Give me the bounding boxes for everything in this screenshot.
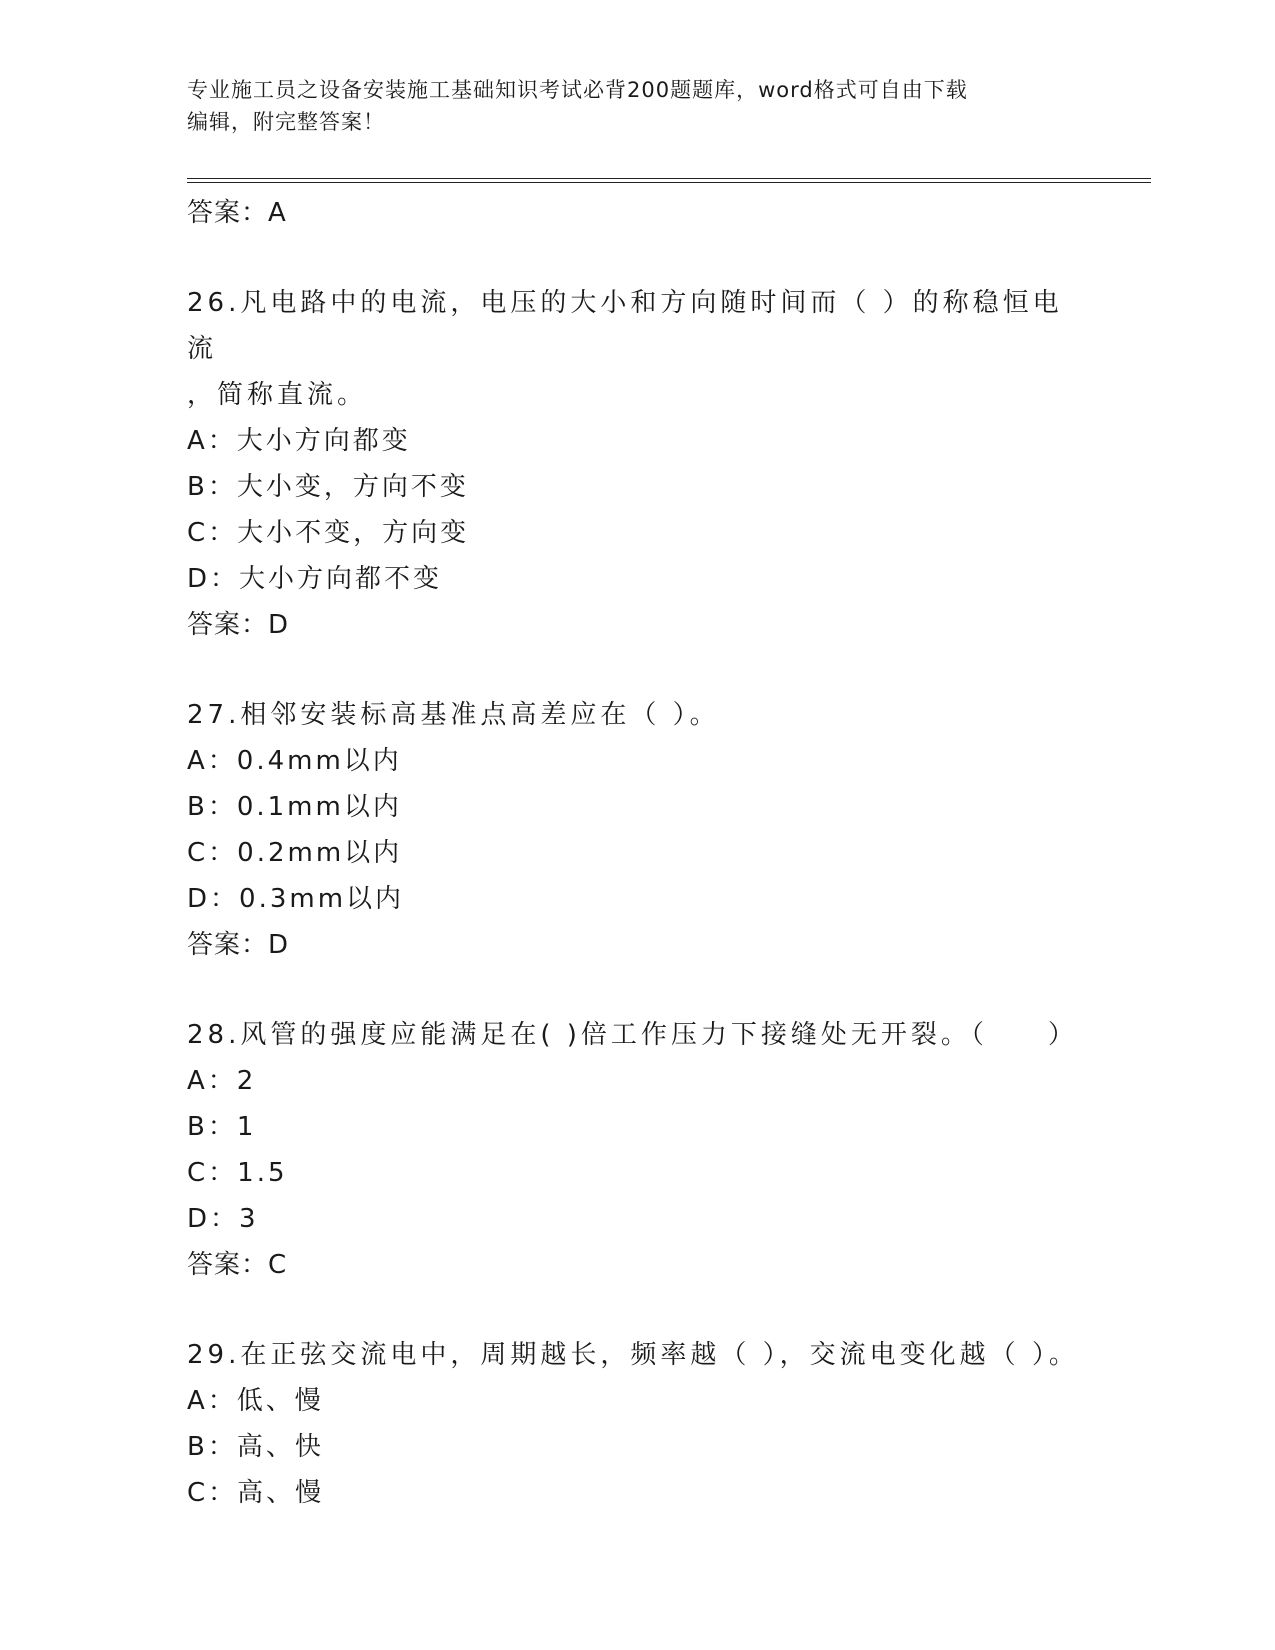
question-28-stem: 28.风管的强度应能满足在( )倍工作压力下接缝处无开裂。（ ） (187, 1020, 1078, 1050)
question-26-stem-line-2: ，简称直流。 (187, 380, 368, 410)
answer-28: 答案：C (187, 1250, 288, 1280)
question-29-option-b: B：高、快 (187, 1432, 324, 1462)
question-29-stem: 29.在正弦交流电中，周期越长，频率越（ ），交流电变化越（ ）。 (187, 1340, 1079, 1370)
question-list (187, 190, 1087, 1516)
question-27-stem: 27.相邻安装标高基准点高差应在（ ）。 (187, 700, 720, 730)
question-26-stem (187, 280, 1087, 418)
question-26-option-b: B：大小变，方向不变 (187, 472, 469, 502)
answer-26: 答案：D (187, 610, 290, 640)
document-header (187, 74, 1067, 138)
question-27-option-b: B：0.1mm以内 (187, 792, 402, 822)
question-28-option-b: B：1 (187, 1112, 257, 1142)
question-27-option-a: A：0.4mm以内 (187, 746, 402, 776)
question-26-option-c: C：大小不变，方向变 (187, 518, 470, 548)
question-26-option-d: D：大小方向都不变 (187, 564, 443, 594)
question-28-option-c: C：1.5 (187, 1158, 288, 1188)
header-line-2: 编辑，附完整答案！ (187, 110, 385, 134)
answer-27: 答案：D (187, 930, 290, 960)
question-26-stem-line-1: 26.凡电路中的电流，电压的大小和方向随时间而（ ）的称稳恒电流 (187, 288, 1063, 364)
question-29-option-a: A：低、慢 (187, 1386, 324, 1416)
question-26-option-a: A：大小方向都变 (187, 426, 411, 456)
question-29-option-c: C：高、慢 (187, 1478, 325, 1508)
question-27-option-d: D：0.3mm以内 (187, 884, 405, 914)
header-divider (187, 178, 1151, 183)
question-28-option-d: D：3 (187, 1204, 259, 1234)
answer-25: 答案：A (187, 198, 287, 228)
question-28-option-a: A：2 (187, 1066, 257, 1096)
question-27-option-c: C：0.2mm以内 (187, 838, 403, 868)
header-line-1: 专业施工员之设备安装施工基础知识考试必背200题题库，word格式可自由下载 (187, 78, 968, 102)
